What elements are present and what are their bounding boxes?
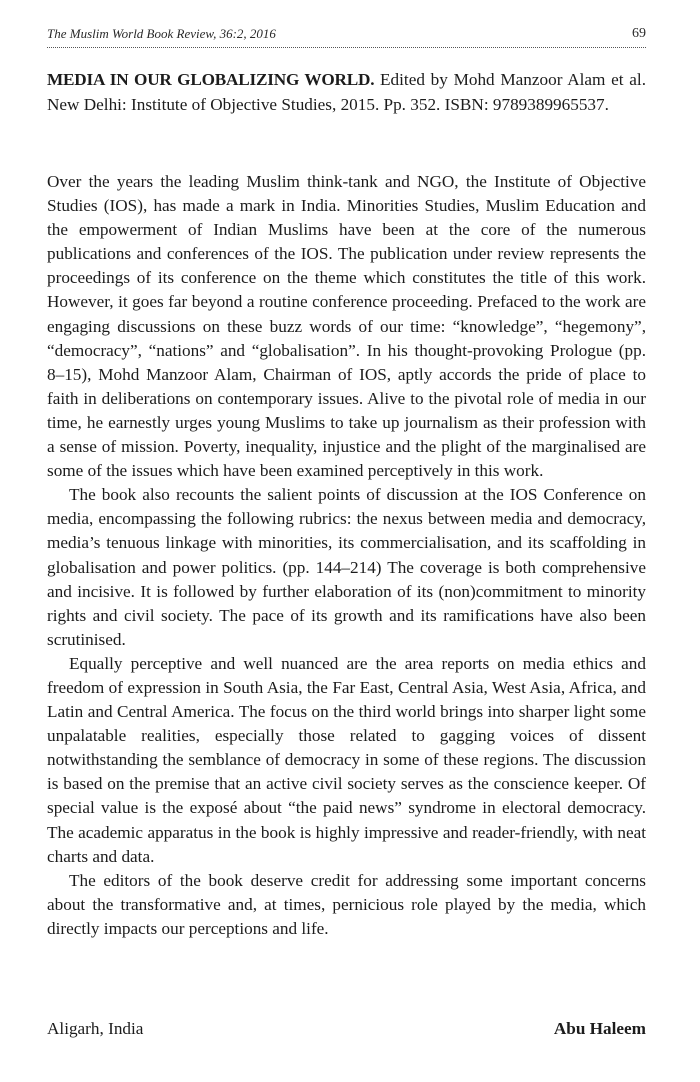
review-body	[47, 170, 646, 941]
reviewer-name: Abu Haleem	[553, 1019, 646, 1038]
review-signoff	[47, 1019, 646, 1045]
review-paragraph: The book also recounts the salient points of discussion at the IOS Conference on media, encompassing the following rubrics: the nexus between media and democracy, media’s tenuous linkage with minorities, its commercialisation, and its scaffolding in globalisation and power politics. (pp. 144–214) The coverage is both comprehensive and incisive. It is followed by further elaboration of its (non)commitment to minority rights and civil society. The pace of its growth and its ramifications have also been scrutinised.	[47, 485, 646, 649]
header-rule	[47, 47, 646, 48]
page-number: 69	[632, 26, 646, 41]
book-citation	[47, 67, 646, 117]
citation-details: Edited by Mohd Manzoor Alam et al. New Delhi: Institute of Objective Studies, 2015. Pp. 352. ISBN: 9789389965537.	[47, 70, 646, 114]
review-paragraph: Equally perceptive and well nuanced are the area reports on media ethics and freedom of expression in South Asia, the Far East, Central Asia, West Asia, Africa, and Latin and Central America. The focus on the third world brings into sharper light some unpalatable realities, especially those related to gagging voices of dissent notwithstanding the semblance of democracy in some of these regions. The discussion is based on the premise that an active civil society serves as the conscience keeper. Of special value is the exposé about “the paid news” syndrome in electoral democracy. The academic apparatus in the book is highly impressive and reader-friendly, with neat charts and data.	[47, 653, 646, 866]
reviewer-location: Aligarh, India	[47, 1019, 144, 1038]
review-paragraph: Over the years the leading Muslim think-tank and NGO, the Institute of Objective Studies (IOS), has made a mark in India. Minorities Studies, Muslim Education and the empowerment of Indian Muslims have been at the core of the numerous publications and conferences of the IOS. The publication under review represents the proceedings of its conference on the theme which constitutes the title of this work. However, it goes far beyond a routine conference proceeding. Prefaced to the work are engaging discussions on these buzz words of our time: “knowledge”, “hegemony”, “democracy”, “nations” and “globalisation”. In his thought-provoking Prologue (pp. 8–15), Mohd Manzoor Alam, Chairman of IOS, aptly accords the pride of place to faith in deliberations on contemporary issues. Alive to the pivotal role of media in our time, he earnestly urges young Muslims to take up journalism as their profession with a sense of mission. Poverty, inequality, injustice and the plight of the marginalised are some of the issues which have been examined perceptively in this work.	[47, 172, 646, 481]
running-head	[47, 26, 646, 48]
review-paragraph: The editors of the book deserve credit for addressing some important concerns about the transformative and, at times, pernicious role played by the media, which directly impacts our perceptions and life.	[47, 870, 646, 938]
book-title: MEDIA IN OUR GLOBALIZING WORLD.	[47, 70, 375, 89]
journal-title: The Muslim World Book Review, 36:2, 2016	[47, 26, 276, 41]
